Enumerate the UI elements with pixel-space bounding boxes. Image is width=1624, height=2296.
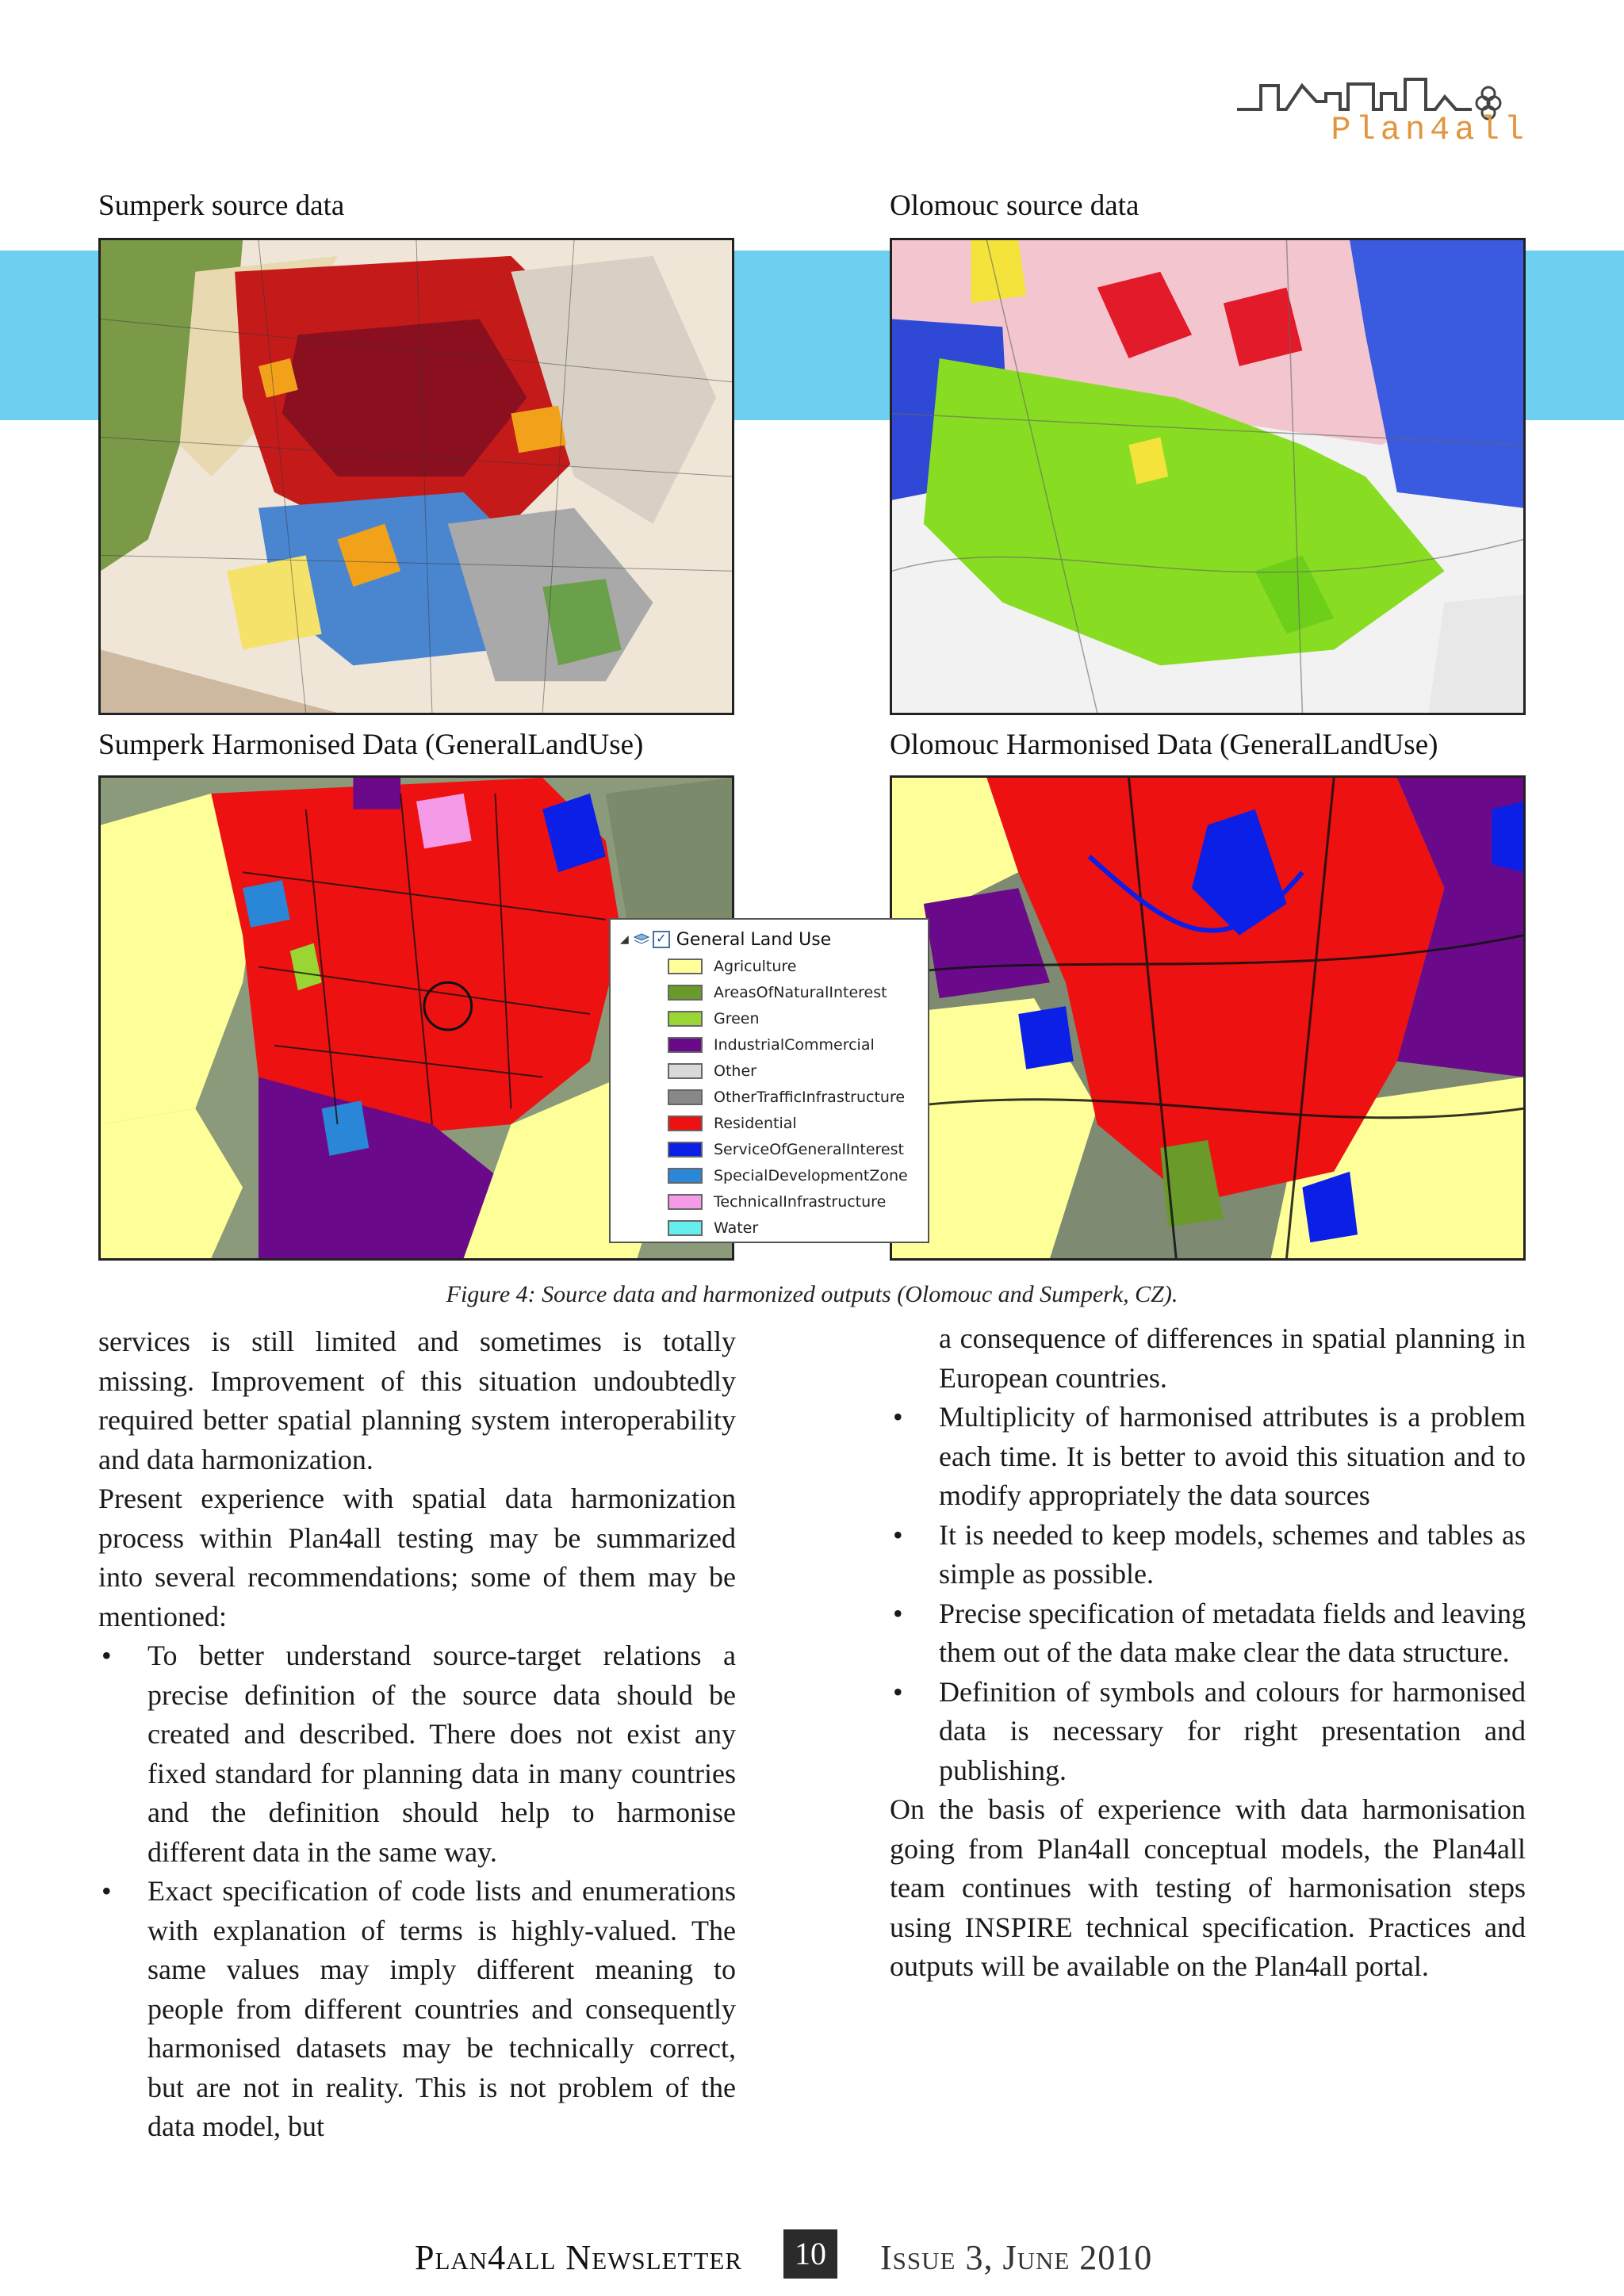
page-footer	[0, 2229, 1624, 2285]
layers-icon	[634, 933, 649, 946]
legend-swatch	[668, 985, 703, 1001]
right-bullet-2: • It is needed to keep models, schemes and tables as simple as possible.	[890, 1516, 1526, 1594]
figure-caption: Figure 4: Source data and harmonized outputs (Olomouc and Sumperk, CZ).	[446, 1281, 1178, 1307]
right-continuation: a consequence of differences in spatial planning in European countries.	[939, 1322, 1526, 1394]
left-paragraph-1: services is still limited and sometimes is totally missing. Improvement of this situation undoubtedly required better spatial planning system interoperability and data harmonization.	[98, 1326, 736, 1475]
right-bullet-4: • Definition of symbols and colours for harmonised data is necessary for right presentation and publishing.	[890, 1673, 1526, 1791]
legend-item	[620, 1162, 918, 1188]
legend-item	[620, 953, 918, 979]
legend-label: Green	[714, 1009, 760, 1027]
legend-label: Other	[714, 1062, 756, 1080]
legend-swatch	[668, 1011, 703, 1027]
legend-item	[620, 1058, 918, 1084]
olomouc-source-map	[890, 238, 1526, 715]
legend-item	[620, 979, 918, 1005]
left-column	[98, 1322, 736, 2147]
legend-swatch	[668, 1089, 703, 1105]
legend-item	[620, 1084, 918, 1110]
right-column	[890, 1319, 1526, 1987]
legend-label: IndustrialCommercial	[714, 1035, 875, 1054]
right-bullet-list	[890, 1398, 1526, 1790]
left-bullet-1: • To better understand source-target relations a precise definition of the source data should be created and described. There does not exist any fixed standard for planning data in many countries and the definition should help to harmonise different data in the same way.	[98, 1636, 736, 1872]
legend-label: TechnicalInfrastructure	[714, 1192, 887, 1211]
legend-item	[620, 1215, 918, 1241]
legend-label: AreasOfNaturalInterest	[714, 983, 887, 1001]
legend-swatch	[668, 1037, 703, 1053]
legend-swatch	[668, 1063, 703, 1079]
olomouc-harmonised-map	[890, 775, 1526, 1261]
map-caption-sumperk-harmonised: Sumperk Harmonised Data (GeneralLandUse)	[98, 729, 644, 761]
logo-text: Plan4all	[1331, 111, 1529, 149]
general-land-use-legend	[609, 918, 929, 1243]
legend-label: SpecialDevelopmentZone	[714, 1166, 908, 1184]
legend-swatch	[668, 1220, 703, 1236]
legend-swatch	[668, 1142, 703, 1158]
legend-item	[620, 1005, 918, 1031]
right-bullet-1: • Multiplicity of harmonised attributes is a problem each time. It is better to avoid this situation and to modify appropriately the data sources	[890, 1398, 1526, 1516]
collapse-arrow-icon[interactable]: ◢	[620, 933, 629, 946]
map-caption-olomouc-harmonised: Olomouc Harmonised Data (GeneralLandUse)	[890, 729, 1438, 761]
right-bullet-3: • Precise specification of metadata fields and leaving them out of the data make clear the data structure.	[890, 1594, 1526, 1673]
legend-swatch	[668, 1168, 703, 1184]
layer-visibility-checkbox[interactable]: ✓	[653, 931, 670, 948]
legend-item	[620, 1110, 918, 1136]
legend-swatch	[668, 959, 703, 974]
left-paragraph-2: Present experience with spatial data harmonization process within Plan4all testing may be summarized into several recommendations; some of them may be mentioned:	[98, 1483, 736, 1632]
legend-items	[620, 953, 918, 1241]
legend-label: Residential	[714, 1114, 797, 1132]
sumperk-source-map	[98, 238, 734, 715]
legend-title: General Land Use	[676, 929, 832, 950]
right-closing-paragraph: On the basis of experience with data harmonisation going from Plan4all conceptual models, the Plan4all team continues with testing of harmonisation steps using INSPIRE technical specification. Practices and outputs will be available on the Plan4all portal.	[890, 1793, 1526, 1982]
footer-newsletter-title: Plan4all Newsletter	[414, 2238, 742, 2277]
legend-swatch	[668, 1115, 703, 1131]
legend-label: Agriculture	[714, 957, 797, 975]
left-bullet-2: • Exact specification of code lists and enumerations with explanation of terms is highly-valued. The same values may imply different meaning to people from different countries and consequently harmonised datasets may be technically correct, but are not in reality. This is not problem of the data model, but	[98, 1872, 736, 2147]
legend-swatch	[668, 1194, 703, 1210]
legend-item	[620, 1031, 918, 1058]
legend-label: OtherTrafficInfrastructure	[714, 1088, 906, 1106]
legend-label: Water	[714, 1219, 759, 1237]
page-number: 10	[783, 2229, 837, 2279]
map-caption-olomouc-source: Olomouc source data	[890, 189, 1139, 222]
legend-title-row	[620, 926, 918, 953]
footer-issue-date: Issue 3, June 2010	[880, 2238, 1153, 2277]
left-bullet-list	[98, 1636, 736, 2147]
map-caption-sumperk-source: Sumperk source data	[98, 189, 345, 222]
legend-item	[620, 1188, 918, 1215]
legend-label: ServiceOfGeneralInterest	[714, 1140, 904, 1158]
legend-item	[620, 1136, 918, 1162]
